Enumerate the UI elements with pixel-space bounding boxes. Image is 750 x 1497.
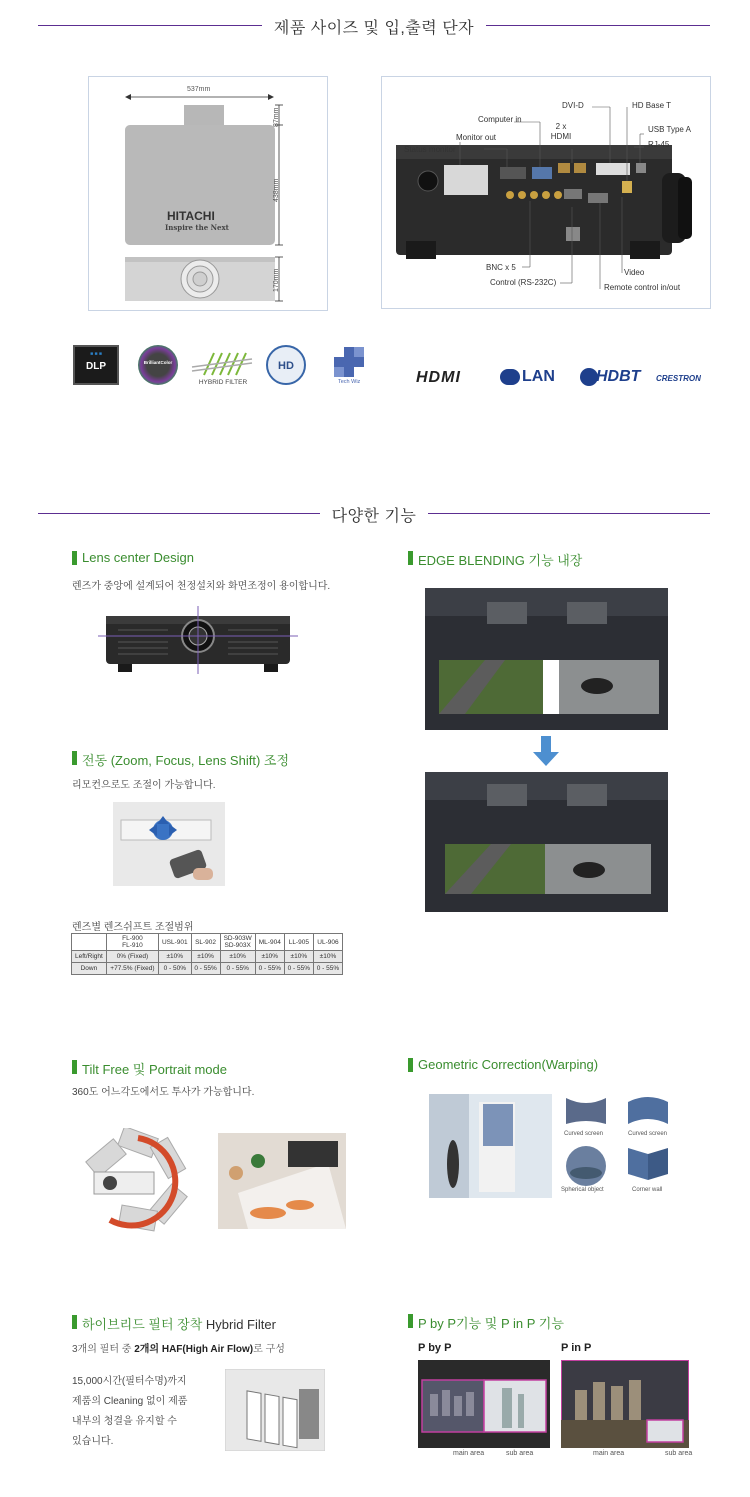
table-cell: 0 - 55% — [220, 963, 255, 975]
brand-logo: HITACHI — [167, 209, 215, 223]
hd-logo: HD — [266, 345, 306, 385]
warp-label: Curved screen — [564, 1131, 604, 1137]
lens-center-desc: 렌즈가 중앙에 설계되어 천정설치와 화면조정이 용이합니다. — [72, 581, 331, 592]
hdmi-label: 2 x HDMI — [550, 122, 572, 141]
warp-label: Curved screen — [628, 1131, 668, 1137]
motorized-desc: 리모컨으로도 조절이 가능합니다. — [72, 780, 216, 791]
table-cell: ±10% — [220, 951, 255, 963]
hdmi-logo: HDMI — [416, 369, 461, 386]
edge-blending-image — [425, 588, 668, 912]
table-header-cell: USL-901 — [159, 934, 192, 951]
pbyp-title: P by P기능 및 P in P 기능 — [408, 1313, 564, 1332]
projector-rear-image — [382, 77, 712, 310]
control-label: Control (RS-232C) — [490, 278, 557, 287]
pinp-sub-label: sub area — [665, 1450, 693, 1457]
table-cell: Left/Right — [72, 951, 107, 963]
table-cell: 0% (Fixed) — [106, 951, 158, 963]
hybrid-body: 15,000시간(필터수명)까지 제품의 Cleaning 없이 제품 내부의 청결을 유지할 수 있습니다. — [72, 1376, 188, 1447]
table-cell: ±10% — [159, 951, 192, 963]
table-header-cell: LL-905 — [284, 934, 313, 951]
lens-center-title: Lens center Design — [72, 550, 194, 565]
section-title: 제품 사이즈 및 입,출력 단자 — [38, 15, 710, 38]
table-header-row — [72, 934, 343, 951]
tech-wiz-logo: Tech Wiz — [328, 345, 376, 389]
lens-center-projector-image — [98, 606, 298, 674]
motorized-title: 전동 (Zoom, Focus, Lens Shift) 조정 — [72, 750, 289, 769]
dimension-diagram — [88, 76, 328, 311]
table-header-cell: UL-906 — [313, 934, 342, 951]
hybrid-filter-logo: HYBRID FILTER — [190, 345, 256, 389]
tilt-desc: 360도 어느각도에서도 투사가 가능합니다. — [72, 1087, 255, 1098]
hybrid-subtitle: 3개의 필터 중 2개의 HAF(High Air Flow)로 구성 — [72, 1344, 285, 1355]
table-cell: 0 - 55% — [255, 963, 284, 975]
rj45-label: RJ-45 — [648, 140, 670, 149]
tilt-title: Tilt Free 및 Portrait mode — [72, 1059, 227, 1078]
table-cell: 0 - 55% — [313, 963, 342, 975]
pinp-main-label: main area — [593, 1450, 625, 1457]
table-cell: 0 - 55% — [191, 963, 220, 975]
table-header-cell — [72, 934, 107, 951]
bnc-label: BNC x 5 — [486, 263, 516, 272]
warp-label: Corner wall — [632, 1187, 663, 1193]
section-header-size — [38, 15, 710, 35]
hdbaset-logo: HDBT — [580, 367, 654, 389]
dlp-logo: ■ ■ ■ DLP — [73, 345, 119, 385]
pbyp-sub-label: sub area — [506, 1450, 534, 1457]
height-label: 170mm — [273, 268, 280, 292]
top-label: 87mm — [273, 107, 280, 127]
lan-logo: LAN — [500, 367, 570, 389]
remote-label: Remote control in/out — [604, 283, 681, 292]
status-monitor-label: Status monitor — [404, 145, 456, 154]
table-cell: ±10% — [255, 951, 284, 963]
pinp-label: P in P — [561, 1342, 592, 1354]
tilt-rotation-image — [80, 1128, 196, 1232]
hdbaset-label: HD Base T — [632, 101, 671, 110]
warping-pillar-image — [429, 1094, 552, 1198]
filter-image — [225, 1369, 325, 1451]
curved-screen-image — [564, 1094, 608, 1128]
crestron-logo: CRESTRON — [656, 374, 701, 383]
table-cell: 0 - 50% — [159, 963, 192, 975]
depth-label: 438mm — [273, 178, 280, 202]
pbyp-screen-image — [418, 1360, 550, 1448]
table-header-cell: ML-904 — [255, 934, 284, 951]
table-cell: +77.5% (Fixed) — [106, 963, 158, 975]
ports-diagram — [381, 76, 711, 309]
dimension-drawing — [89, 77, 329, 312]
table-cell: Down — [72, 963, 107, 975]
monitor-out-label: Monitor out — [456, 133, 497, 142]
table-header-cell: SD-903W SD-903X — [220, 934, 255, 951]
table-cell: ±10% — [191, 951, 220, 963]
curved-screen-image — [626, 1094, 670, 1128]
usb-label: USB Type A — [648, 125, 691, 134]
lens-shift-table — [71, 933, 343, 975]
pinp-screen-image — [561, 1360, 689, 1448]
portrait-mode-image — [218, 1133, 346, 1229]
computer-in-label: Computer in — [478, 115, 522, 124]
dvi-label: DVI-D — [562, 101, 584, 110]
hybrid-title: 하이브리드 필터 장착 Hybrid Filter — [72, 1314, 276, 1333]
remote-control-image — [113, 802, 225, 886]
brand-slogan: Inspire the Next — [165, 223, 229, 232]
video-label: Video — [624, 268, 645, 277]
geometric-title: Geometric Correction(Warping) — [408, 1057, 598, 1072]
table-cell: 0 - 55% — [284, 963, 313, 975]
width-label: 537mm — [187, 86, 211, 93]
warp-label: Spherical object — [561, 1187, 604, 1193]
brilliantcolor-logo: BrilliantColor — [138, 345, 178, 385]
table-header-cell: FL-900 FL-910 — [106, 934, 158, 951]
spherical-object-image — [565, 1145, 607, 1187]
section-header-features — [38, 503, 710, 523]
table-cell: ±10% — [313, 951, 342, 963]
table-header-cell: SL-902 — [191, 934, 220, 951]
table-row — [72, 951, 343, 963]
table-row — [72, 963, 343, 975]
corner-wall-image — [626, 1144, 670, 1182]
table-cell: ±10% — [284, 951, 313, 963]
pbyp-main-label: main area — [453, 1450, 485, 1457]
section-title: 다양한 기능 — [38, 503, 710, 526]
pbyp-label: P by P — [418, 1342, 452, 1354]
lens-table-title: 렌즈별 렌즈쉬프트 조절범위 — [72, 922, 194, 933]
edge-blending-title: EDGE BLENDING 기능 내장 — [408, 550, 582, 569]
